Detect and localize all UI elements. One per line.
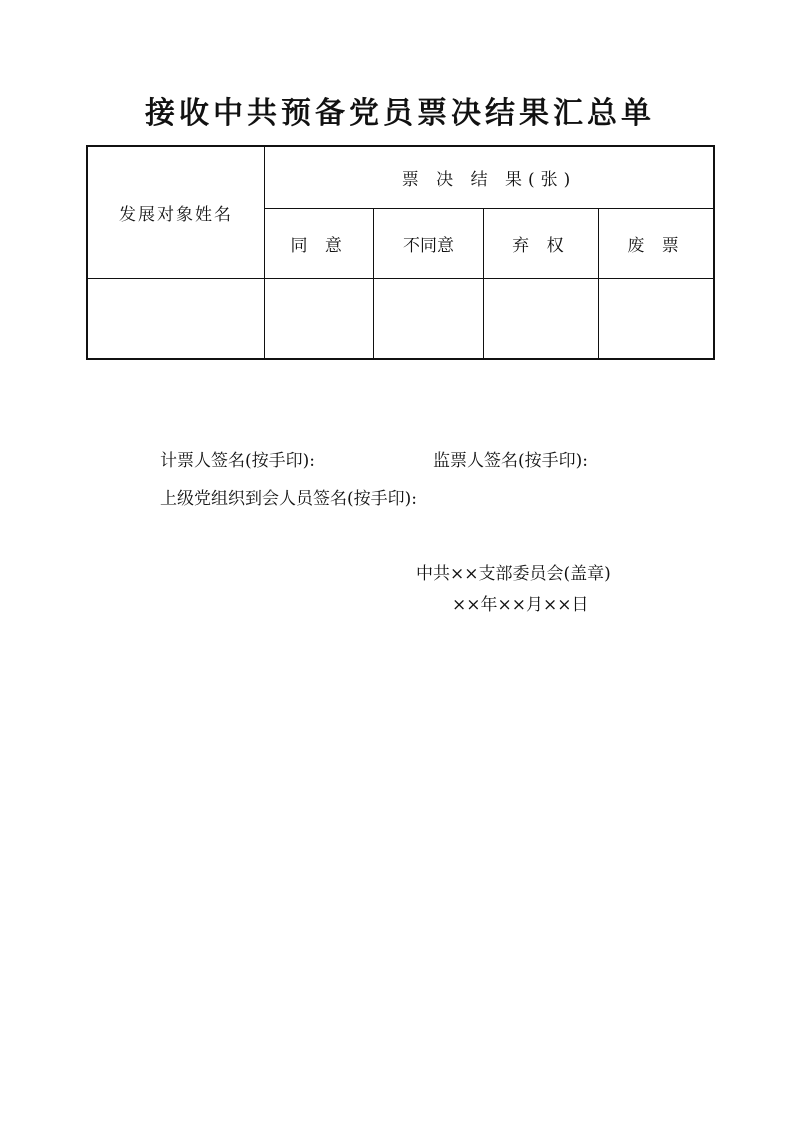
- document-title: 接收中共预备党员票决结果汇总单: [145, 96, 655, 131]
- vote-result-header: 票 决 结 果(张): [265, 146, 714, 208]
- organization-seal-line: 中共××支部委员会(盖章): [416, 564, 611, 584]
- supervisor-signature-label: 监票人签名(按手印):: [433, 451, 588, 471]
- invalid-count-cell[interactable]: [599, 278, 714, 359]
- disagree-count-cell[interactable]: [374, 278, 483, 359]
- date-line: ××年××月××日: [452, 595, 589, 615]
- disagree-column-header: 不同意: [374, 208, 483, 278]
- agree-column-header: 同 意: [265, 208, 374, 278]
- vote-result-table: [86, 145, 715, 360]
- superior-signature-label: 上级党组织到会人员签名(按手印):: [160, 489, 417, 509]
- name-column-header: 发展对象姓名: [87, 146, 265, 278]
- candidate-name-cell[interactable]: [87, 278, 265, 359]
- abstain-count-cell[interactable]: [483, 278, 598, 359]
- table-row: [87, 278, 714, 359]
- invalid-column-header: 废 票: [599, 208, 714, 278]
- agree-count-cell[interactable]: [265, 278, 374, 359]
- abstain-column-header: 弃 权: [483, 208, 598, 278]
- counter-signature-label: 计票人签名(按手印):: [160, 451, 315, 471]
